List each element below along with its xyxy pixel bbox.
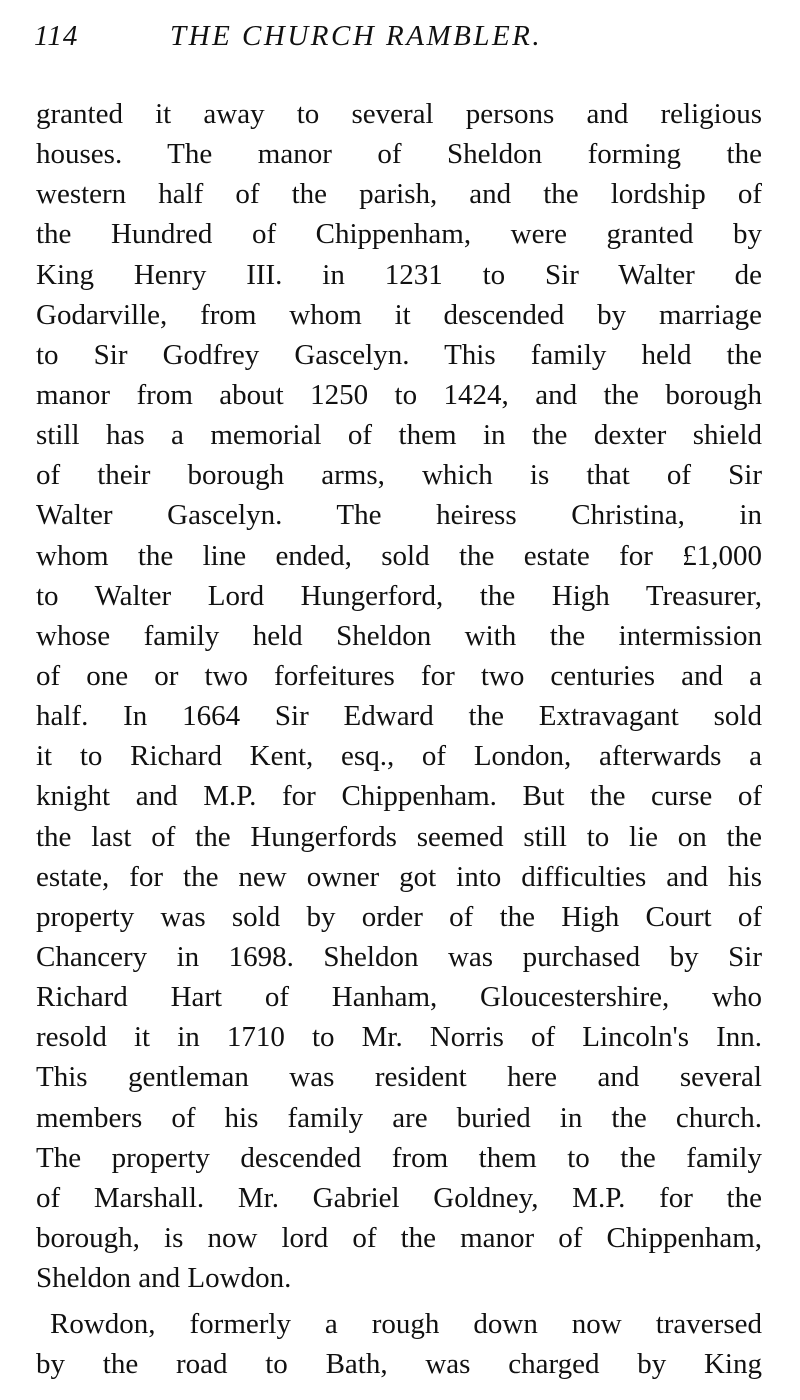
text-line: it to Richard Kent, esq., of London, afterwards a — [36, 740, 762, 773]
text-line: whose family held Sheldon with the intermission — [36, 619, 762, 652]
text-line: the Hundred of Chippenham, were granted by — [36, 218, 762, 251]
text-line: King Henry III. in 1231 to Sir Walter de — [36, 258, 762, 291]
text-line: half. In 1664 Sir Edward the Extravagant sold — [36, 700, 762, 733]
text-line: Chancery in 1698. Sheldon was purchased by Sir — [36, 940, 762, 973]
text-line: estate, for the new owner got into difficulties and his — [36, 860, 762, 893]
text-line: members of his family are buried in the church. — [36, 1101, 762, 1134]
text-line: property was sold by order of the High Court of — [36, 900, 762, 933]
body-text — [36, 94, 762, 1385]
text-line: Sheldon and Lowdon. — [36, 1262, 292, 1295]
text-line: to Sir Godfrey Gascelyn. This family held the — [36, 338, 762, 371]
text-line: the last of the Hungerfords seemed still to lie on the — [36, 820, 762, 853]
text-line: This gentleman was resident here and several — [36, 1061, 762, 1094]
text-line: resold it in 1710 to Mr. Norris of Lincoln's Inn. — [36, 1021, 762, 1054]
text-line: The property descended from them to the family — [36, 1141, 762, 1174]
page-number: 114 — [34, 20, 79, 52]
running-head — [34, 20, 774, 60]
text-line: Richard Hart of Hanham, Gloucestershire, who — [36, 981, 762, 1014]
running-title: THE CHURCH RAMBLER. — [170, 20, 543, 52]
text-line: Rowdon, formerly a rough down now traversed — [50, 1308, 762, 1341]
text-line: of one or two forfeitures for two centuries and a — [36, 659, 762, 692]
text-line: borough, is now lord of the manor of Chippenham, — [36, 1221, 762, 1254]
text-line: whom the line ended, sold the estate for £1,000 — [36, 539, 762, 572]
text-line: by the road to Bath, was charged by King — [36, 1348, 762, 1381]
text-line: western half of the parish, and the lordship of — [36, 178, 762, 211]
paragraph-sheldon-manor — [36, 94, 762, 1298]
text-line: granted it away to several persons and religious — [36, 98, 762, 130]
text-line: still has a memorial of them in the dexter shield — [36, 419, 762, 452]
paragraph-rowdon — [36, 1304, 762, 1384]
text-line: Godarville, from whom it descended by marriage — [36, 298, 762, 331]
text-line: to Walter Lord Hungerford, the High Treasurer, — [36, 579, 762, 612]
text-line: of their borough arms, which is that of Sir — [36, 459, 762, 492]
text-line: Walter Gascelyn. The heiress Christina, in — [36, 499, 762, 532]
text-line: of Marshall. Mr. Gabriel Goldney, M.P. for the — [36, 1181, 762, 1214]
text-line: knight and M.P. for Chippenham. But the curse of — [36, 780, 762, 813]
text-line: houses. The manor of Sheldon forming the — [36, 138, 762, 171]
text-line: manor from about 1250 to 1424, and the borough — [36, 378, 762, 411]
